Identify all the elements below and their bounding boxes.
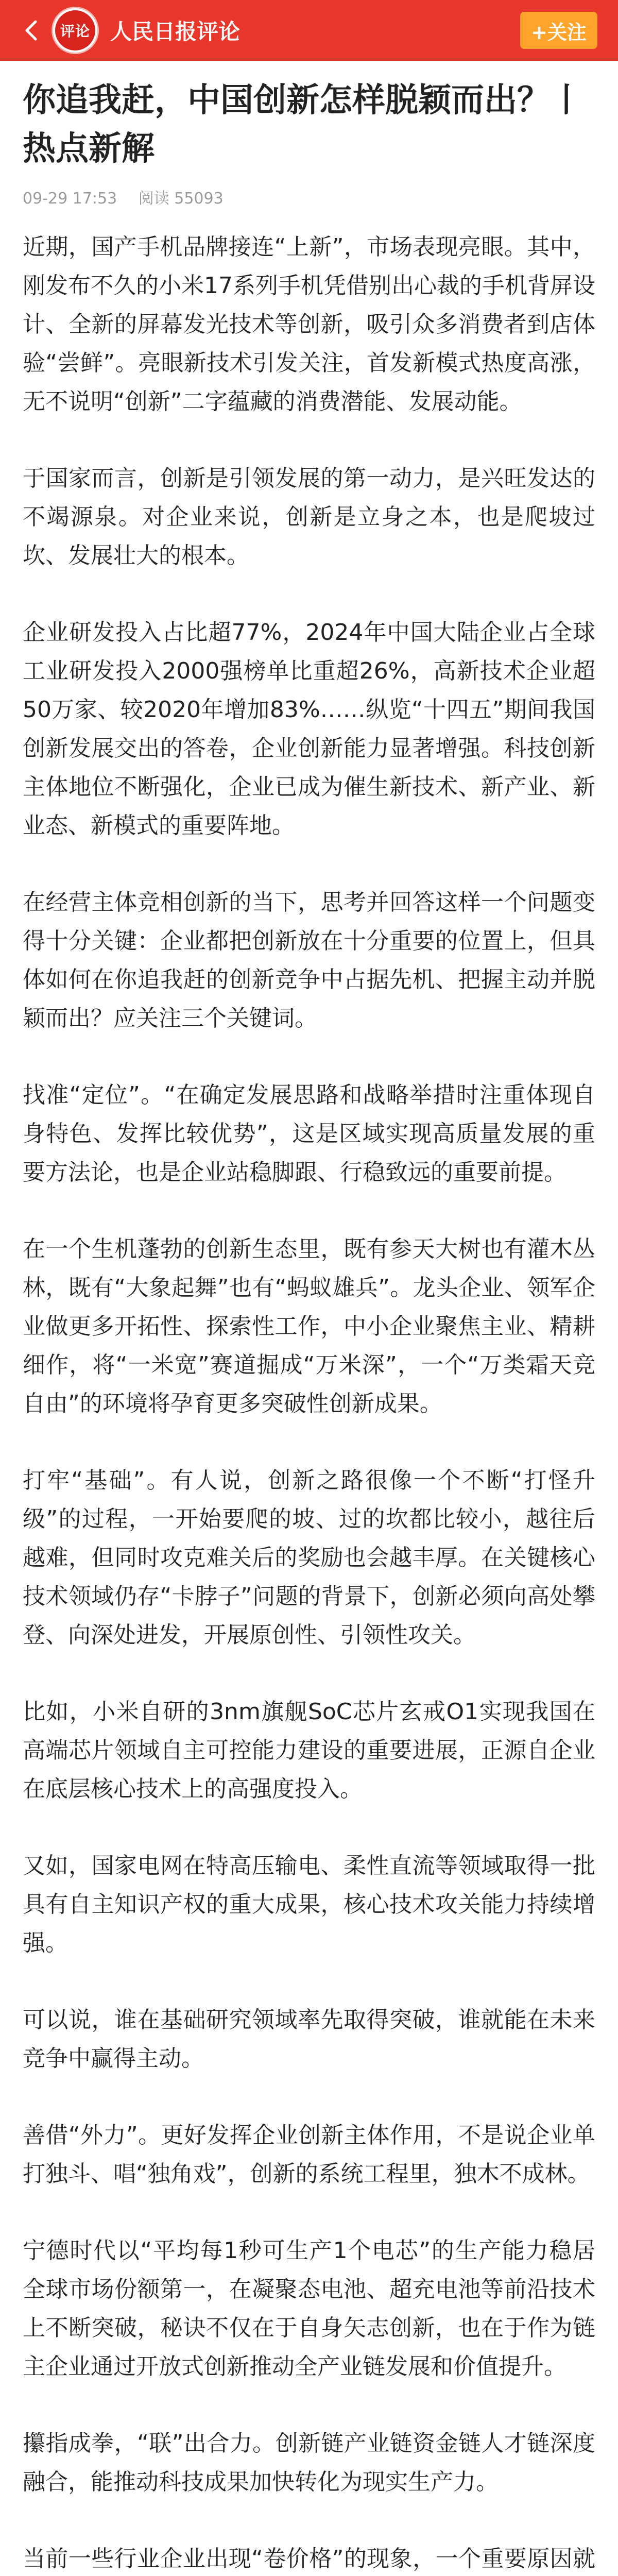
paragraph: 攥指成拳，“联”出合力。创新链产业链资金链人才链深度融合，能推动科技成果加快转化为现实生产力。 bbox=[23, 2430, 595, 2495]
top-bar bbox=[0, 0, 618, 61]
article-title: 你追我赶，中国创新怎样脱颖而出？丨热点新解 bbox=[23, 81, 583, 168]
paragraph: 可以说，谁在基础研究领域率先取得突破，谁就能在未来竞争中赢得主动。 bbox=[23, 2007, 595, 2072]
paragraph: 近期，国产手机品牌接连“上新”，市场表现亮眼。其中，刚发布不久的小米17系列手机凭借别出心裁的手机背屏设计、全新的屏幕发光技术等创新，吸引众多消费者到店体验“尝鲜”。亮眼新技术引发关注，首发新模式热度高涨，无不说明“创新”二字蕴藏的消费潜能、发展动能。 bbox=[23, 234, 595, 415]
article-meta bbox=[23, 185, 224, 208]
paragraph: 当前一些行业企业出现“卷价格”的现象，一个重要原因就 bbox=[23, 2546, 595, 2572]
paragraph: 在一个生机蓬勃的创新生态里，既有参天大树也有灌木丛林，既有“大象起舞”也有“蚂蚁雄兵”。龙头企业、领军企业做更多开拓性、探索性工作，中小企业聚焦主业、精耕细作，将“一米宽”赛道掘成“万米深”，一个“万类霜天竞自由”的环境将孕育更多突破性创新成果。 bbox=[23, 1236, 595, 1417]
account-name[interactable]: 人民日报评论 bbox=[110, 19, 241, 44]
paragraph: 找准“定位”。“在确定发展思路和战略举措时注重体现自身特色、发挥比较优势”，这是区域实现高质量发展的重要方法论，也是企业站稳脚跟、行稳致远的重要前提。 bbox=[23, 1082, 595, 1185]
publish-date: 09-29 17:53 bbox=[23, 190, 117, 208]
paragraph: 又如，国家电网在特高压输电、柔性直流等领域取得一批具有自主知识产权的重大成果，核心技术攻关能力持续增强。 bbox=[23, 1853, 595, 1956]
paragraph: 企业研发投入占比超77%，2024年中国大陆企业占全球工业研发投入2000强榜单比重超26%，高新技术企业超50万家、较2020年增加83%……纵览“十四五”期间我国创新发展交出的答卷，企业创新能力显著增强。科技创新主体地位不断强化，企业已成为催生新技术、新产业、新业态、新模式的重要阵地。 bbox=[23, 619, 595, 839]
read-count: 阅读 55093 bbox=[138, 190, 224, 208]
paragraph: 善借“外力”。更好发挥企业创新主体作用，不是说企业单打独斗、唱“独角戏”，创新的系统工程里，独木不成林。 bbox=[23, 2122, 595, 2187]
article-body bbox=[23, 228, 595, 2576]
paragraph: 在经营主体竞相创新的当下，思考并回答这样一个问题变得十分关键：企业都把创新放在十分重要的位置上，但具体如何在你追我赶的创新竞争中占据先机、把握主动并脱颖而出？应关注三个关键词。 bbox=[23, 889, 595, 1031]
follow-button[interactable]: +关注 bbox=[520, 12, 597, 49]
paragraph: 打牢“基础”。有人说，创新之路很像一个不断“打怪升级”的过程，一开始要爬的坡、过的坎都比较小，越往后越难，但同时攻克难关后的奖励也会越丰厚。在关键核心技术领域仍存“卡脖子”问题的背景下，创新必须向高处攀登、向深处进发，开展原创性、引领性攻关。 bbox=[23, 1467, 595, 1648]
avatar-text: 评论 bbox=[55, 10, 95, 50]
avatar[interactable] bbox=[52, 7, 99, 54]
back-arrow-icon[interactable] bbox=[21, 20, 41, 41]
paragraph: 比如，小米自研的3nm旗舰SoC芯片玄戒O1实现我国在高端芯片领域自主可控能力建设的重要进展，正源自企业在底层核心技术上的高强度投入。 bbox=[23, 1699, 595, 1802]
paragraph: 宁德时代以“平均每1秒可生产1个电芯”的生产能力稳居全球市场份额第一，在凝聚态电池、超充电池等前沿技术上不断突破，秘诀不仅在于自身矢志创新，也在于作为链主企业通过开放式创新推动全产业链发展和价值提升。 bbox=[23, 2238, 595, 2380]
paragraph: 于国家而言，创新是引领发展的第一动力，是兴旺发达的不竭源泉。对企业来说，创新是立身之本，也是爬坡过坎、发展壮大的根本。 bbox=[23, 465, 595, 569]
